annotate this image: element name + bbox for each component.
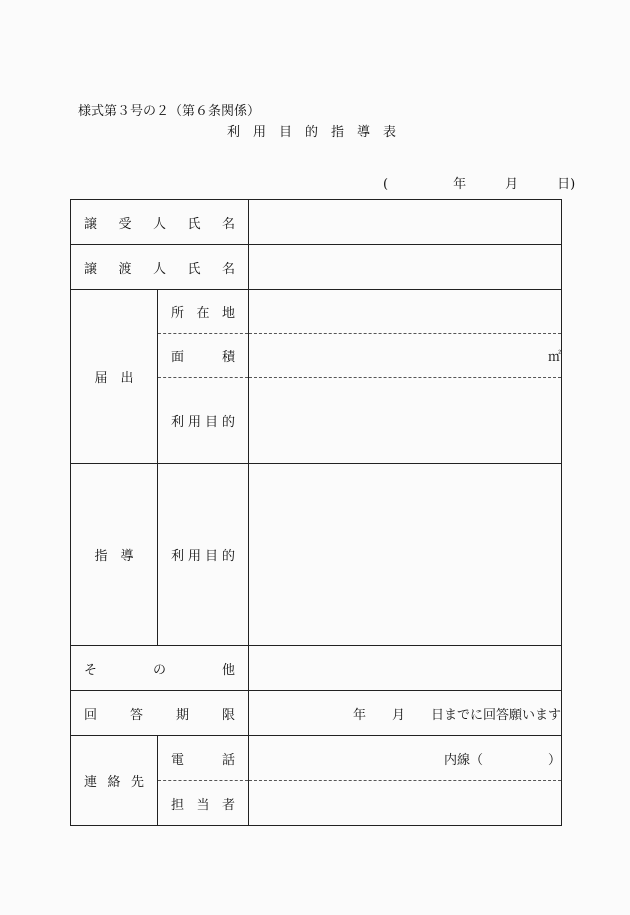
- notified-purpose-field[interactable]: [249, 378, 562, 464]
- guidance-label: 指 導: [94, 549, 134, 564]
- other-label: その他: [84, 662, 236, 678]
- transferee-row: [71, 200, 562, 245]
- other-field[interactable]: [249, 646, 562, 691]
- date-line: ( 年 月 日): [383, 177, 576, 192]
- transferor-field[interactable]: [249, 245, 562, 290]
- form-title: 利用目的指導表: [226, 125, 409, 140]
- guidance-row: [71, 464, 562, 646]
- transferee-label: 譲受人氏名: [84, 216, 236, 232]
- other-row: [71, 646, 562, 691]
- location-label: 所在地: [171, 306, 236, 321]
- form-number: 様式第３号の２（第６条関係）: [78, 104, 261, 119]
- phone-field[interactable]: 内線（ ）: [249, 736, 562, 781]
- area-label: 面 積: [171, 350, 236, 365]
- location-field[interactable]: [249, 290, 562, 334]
- guidance-purpose-label: 利用目的: [171, 549, 236, 564]
- deadline-label: 回答期限: [84, 707, 236, 723]
- person-in-charge-field[interactable]: [249, 781, 562, 826]
- phone-label: 電 話: [171, 752, 236, 768]
- contact-label: 連絡先: [84, 775, 144, 790]
- square-meter-unit: ㎡: [548, 350, 562, 365]
- guidance-form-table: [70, 199, 562, 826]
- notification-label: 届 出: [94, 371, 134, 386]
- transferor-row: [71, 245, 562, 290]
- phone-row: [71, 736, 562, 781]
- transferee-field[interactable]: [249, 200, 562, 245]
- notified-purpose-label: 利用目的: [171, 415, 236, 430]
- deadline-row: [71, 691, 562, 736]
- transferor-label: 譲渡人氏名: [84, 261, 236, 277]
- location-row: [71, 290, 562, 334]
- deadline-field[interactable]: 年 月 日までに回答願います: [249, 691, 562, 736]
- person-in-charge-label: 担当者: [171, 797, 236, 813]
- guidance-purpose-field[interactable]: [249, 464, 562, 646]
- area-field[interactable]: [249, 334, 562, 378]
